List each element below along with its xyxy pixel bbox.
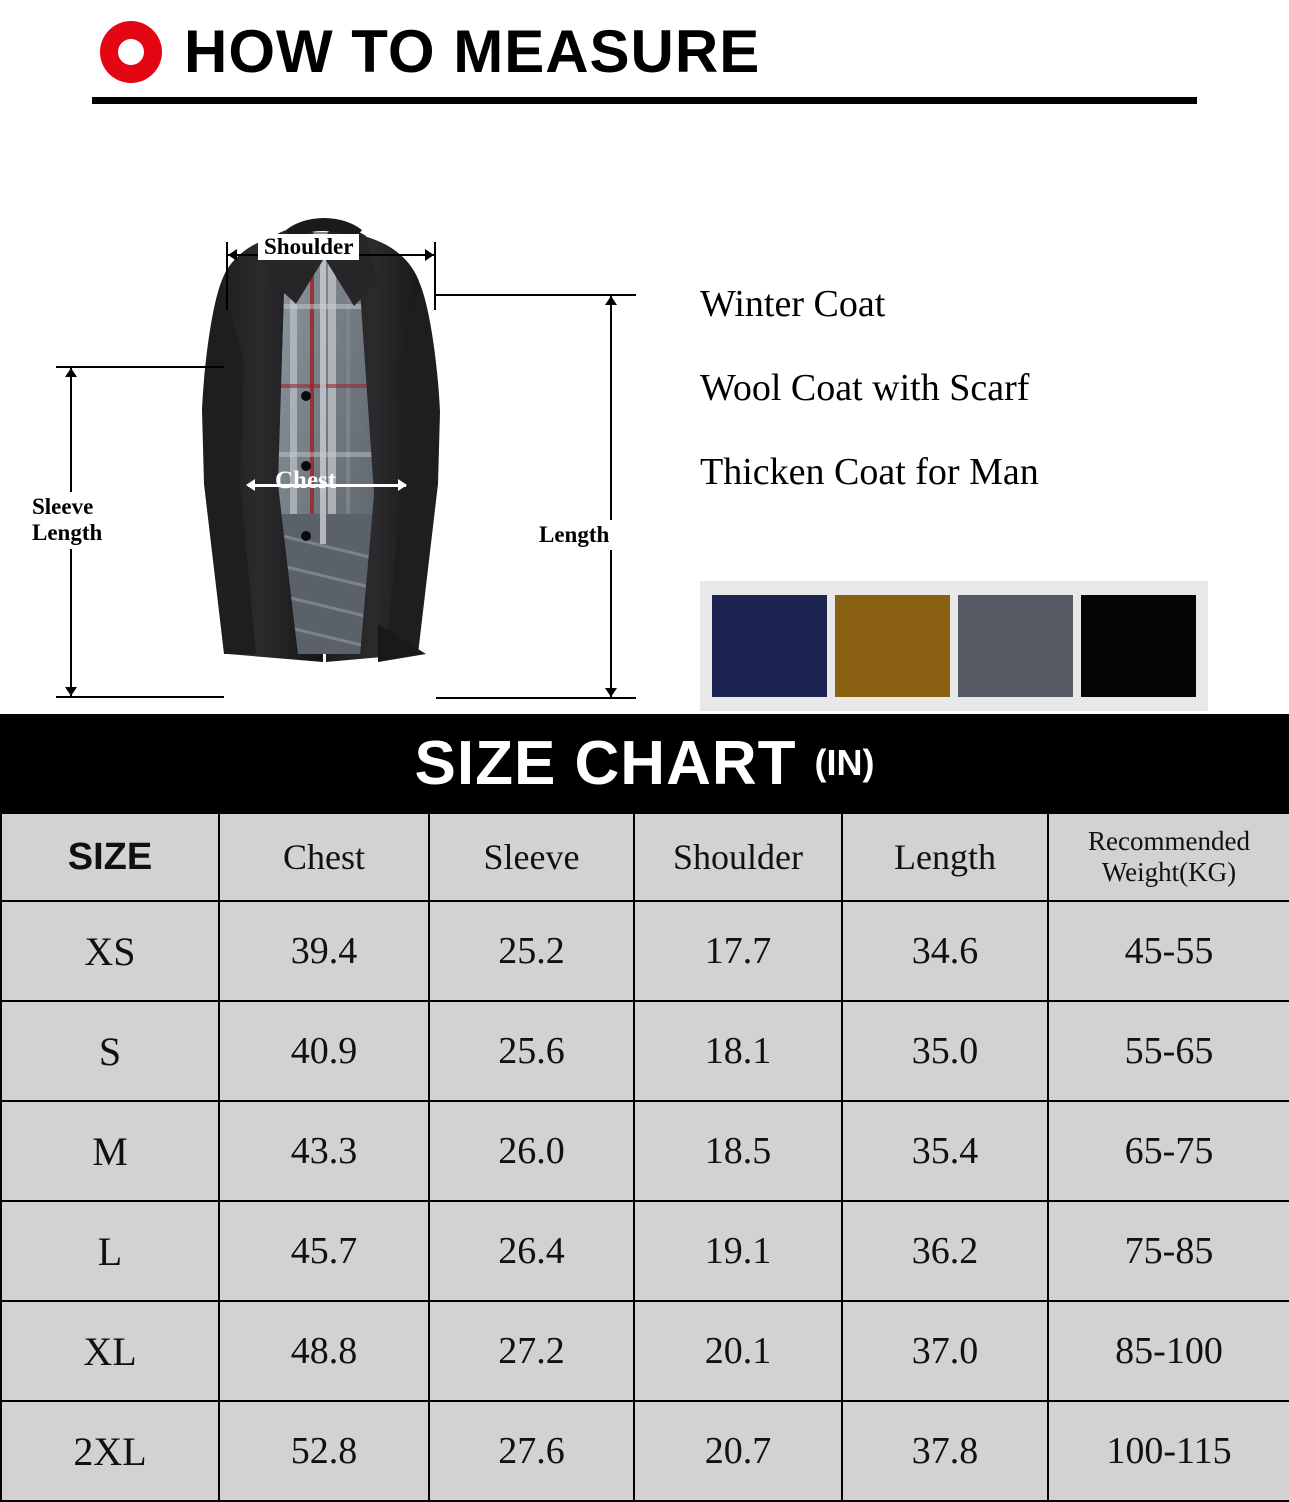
main-content [0, 104, 1289, 714]
table-row [1, 1201, 1289, 1301]
cell-sleeve: 26.4 [429, 1201, 634, 1301]
cell-shoulder: 18.5 [634, 1101, 842, 1201]
column-header-shoulder: Shoulder [634, 813, 842, 901]
cell-chest: 48.8 [219, 1301, 429, 1401]
cell-shoulder: 18.1 [634, 1001, 842, 1101]
red-circle-icon [100, 21, 162, 83]
cell-weight: 75-85 [1048, 1201, 1289, 1301]
shoulder-arrow-left [228, 249, 237, 261]
column-header-chest: Chest [219, 813, 429, 901]
cell-length: 36.2 [842, 1201, 1048, 1301]
shoulder-arrow-right [425, 249, 434, 261]
product-info [700, 104, 1260, 714]
shoulder-tick-right [434, 242, 436, 310]
chest-arrow-left [246, 479, 255, 491]
column-header-size: SIZE [1, 813, 219, 901]
cell-size: L [1, 1201, 219, 1301]
table-row [1, 1301, 1289, 1401]
size-chart-section [0, 714, 1289, 1500]
length-measure-line [610, 294, 612, 697]
swatch-camel[interactable] [835, 595, 950, 697]
sleeve-label-line1: Sleeve [32, 494, 94, 519]
cell-sleeve: 27.2 [429, 1301, 634, 1401]
cell-chest: 52.8 [219, 1401, 429, 1501]
swatch-grey[interactable] [958, 595, 1073, 697]
length-arrow-down [605, 688, 617, 697]
header-divider [92, 97, 1197, 104]
table-row [1, 901, 1289, 1001]
swatch-navy[interactable] [712, 595, 827, 697]
swatch-black[interactable] [1081, 595, 1196, 697]
cell-sleeve: 26.0 [429, 1101, 634, 1201]
product-line-2: Wool Coat with Scarf [700, 367, 1030, 409]
page-title: HOW TO MEASURE [184, 18, 761, 85]
length-label: Length [535, 520, 613, 550]
sleeve-tick-bottom [56, 696, 224, 698]
sleeve-arrow-down [65, 687, 77, 696]
shoulder-label: Shoulder [258, 234, 359, 260]
cell-chest: 40.9 [219, 1001, 429, 1101]
cell-size: XS [1, 901, 219, 1001]
cell-length: 37.8 [842, 1401, 1048, 1501]
cell-chest: 43.3 [219, 1101, 429, 1201]
cell-shoulder: 19.1 [634, 1201, 842, 1301]
cell-shoulder: 20.7 [634, 1401, 842, 1501]
cell-chest: 45.7 [219, 1201, 429, 1301]
cell-weight: 100-115 [1048, 1401, 1289, 1501]
cell-size: M [1, 1101, 219, 1201]
table-header-row [1, 813, 1289, 901]
chest-arrow-right [398, 479, 407, 491]
size-chart-unit: (IN) [814, 742, 875, 783]
cell-shoulder: 17.7 [634, 901, 842, 1001]
cell-length: 34.6 [842, 901, 1048, 1001]
measurement-diagram [0, 104, 680, 714]
size-chart-title: SIZE CHART [414, 728, 797, 798]
size-chart-table [0, 812, 1289, 1502]
sleeve-arrow-up [65, 368, 77, 377]
size-chart-header [0, 714, 1289, 812]
column-header-sleeve: Sleeve [429, 813, 634, 901]
color-swatch-strip [700, 581, 1208, 711]
chest-label: Chest [275, 467, 337, 494]
cell-sleeve: 25.6 [429, 1001, 634, 1101]
product-line-3: Thicken Coat for Man [700, 451, 1039, 493]
column-header-length: Length [842, 813, 1048, 901]
cell-length: 35.0 [842, 1001, 1048, 1101]
table-row [1, 1401, 1289, 1501]
cell-weight: 85-100 [1048, 1301, 1289, 1401]
cell-sleeve: 25.2 [429, 901, 634, 1001]
page-header [0, 0, 1289, 104]
cell-chest: 39.4 [219, 901, 429, 1001]
cell-length: 37.0 [842, 1301, 1048, 1401]
cell-weight: 65-75 [1048, 1101, 1289, 1201]
product-description [700, 104, 1260, 494]
cell-size: XL [1, 1301, 219, 1401]
cell-weight: 55-65 [1048, 1001, 1289, 1101]
table-row [1, 1101, 1289, 1201]
cell-shoulder: 20.1 [634, 1301, 842, 1401]
table-row [1, 1001, 1289, 1101]
cell-size: 2XL [1, 1401, 219, 1501]
cell-sleeve: 27.6 [429, 1401, 634, 1501]
product-line-1: Winter Coat [700, 283, 886, 325]
length-arrow-up [605, 296, 617, 305]
sleeve-label-line2: Length [32, 520, 103, 546]
sleeve-tick-top [56, 366, 224, 368]
cell-size: S [1, 1001, 219, 1101]
sleeve-label [28, 492, 106, 549]
length-tick-bottom [436, 697, 636, 699]
cell-weight: 45-55 [1048, 901, 1289, 1001]
cell-length: 35.4 [842, 1101, 1048, 1201]
column-header-weight: Recommended Weight(KG) [1048, 813, 1289, 901]
